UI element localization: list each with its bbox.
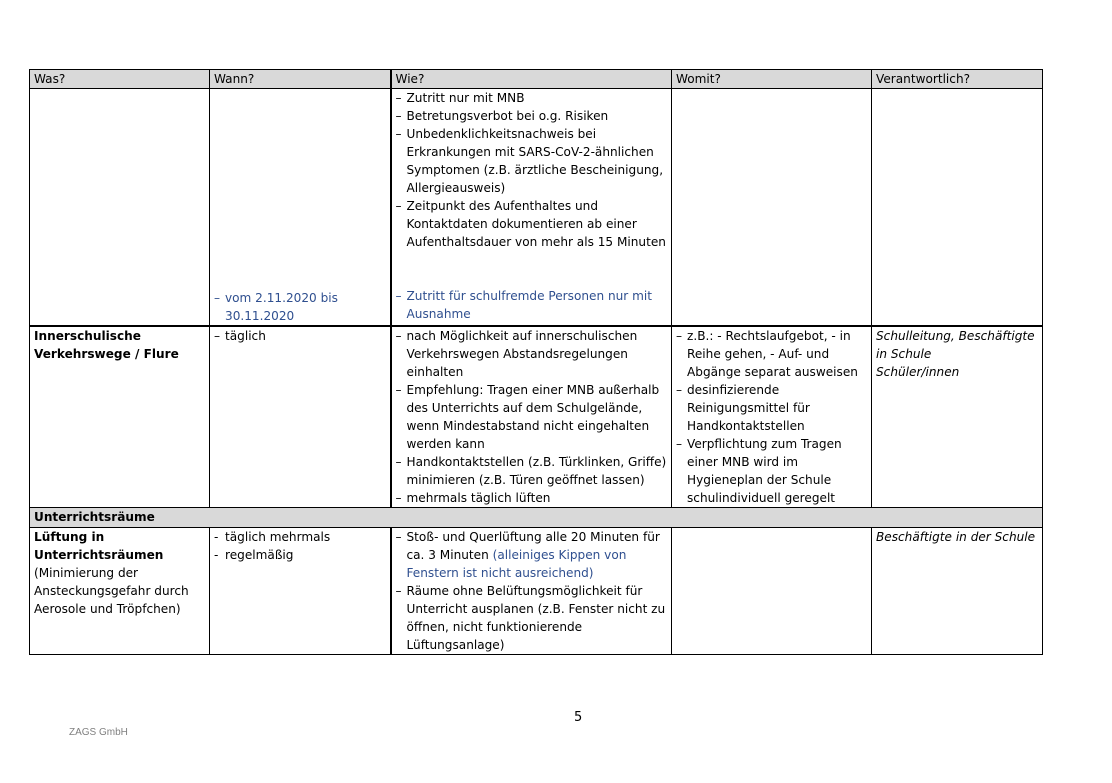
- measures-table: [29, 69, 1043, 655]
- wie-list: [396, 327, 668, 507]
- cell-womit: [672, 89, 872, 326]
- header-verantwortlich: Verantwortlich?: [872, 70, 1043, 89]
- cell-wie: [391, 326, 672, 508]
- spacer: [396, 251, 668, 287]
- cell-wie: [391, 528, 672, 655]
- list-item: – täglich: [214, 327, 386, 345]
- responsible-line: Schüler/innen: [876, 364, 960, 379]
- wann-list: [214, 289, 386, 325]
- was-title: Lüftung in Unterrichtsräumen: [34, 530, 164, 562]
- list-item: – mehrmals täglich lüften: [396, 489, 668, 507]
- wann-list: [214, 528, 386, 564]
- section-row: [30, 508, 1043, 528]
- cell-was: [30, 528, 210, 655]
- list-item: – vom 2.11.2020 bis 30.11.2020: [214, 289, 386, 325]
- womit-list: [676, 327, 867, 507]
- cell-wann: [210, 326, 391, 508]
- cell-womit: [672, 528, 872, 655]
- header-was: Was?: [30, 70, 210, 89]
- page-number: 5: [574, 710, 583, 725]
- cell-wann: [210, 528, 391, 655]
- table-row: [30, 89, 1043, 326]
- header-womit: Womit?: [672, 70, 872, 89]
- was-note: (Minimierung der Ansteckungsgefahr durch Aerosole und Tröpfchen): [34, 566, 189, 616]
- list-item: – Handkontaktstellen (z.B. Türklinken, Griffe) minimieren (z.B. Türen geöffnet lassen): [396, 453, 668, 489]
- cell-verantwortlich: [872, 326, 1043, 508]
- list-item: – Räume ohne Belüftungsmöglichkeit für Unterricht ausplanen (z.B. Fenster nicht zu öffnen, nicht funktionierende Lüftungsanlage): [396, 582, 668, 654]
- list-item: – Zutritt für schulfremde Personen nur mit Ausnahme: [396, 287, 668, 323]
- list-item: – nach Möglichkeit auf innerschulischen Verkehrswegen Abstandsregelungen einhalten: [396, 327, 668, 381]
- wie-text: Stoß- und Querlüftung alle 20 Minuten für ca. 3 Minuten: [406, 530, 660, 562]
- wie-list: [396, 89, 668, 251]
- responsible-line: Schulleitung, Beschäftigte in Schule: [876, 328, 1035, 361]
- wann-list: [214, 327, 386, 345]
- wie-list: [396, 528, 668, 654]
- cell-verantwortlich: Beschäftigte in der Schule: [872, 528, 1043, 655]
- list-item: - regelmäßig: [214, 546, 386, 564]
- table-header-row: [30, 70, 1043, 89]
- cell-was: [30, 89, 210, 326]
- list-item: – Zutritt nur mit MNB: [396, 89, 668, 107]
- list-item: – Unbedenklichkeitsnachweis bei Erkrankungen mit SARS-CoV-2-ähnlichen Symptomen (z.B. ärztliche Bescheinigung, Allergieausweis): [396, 125, 668, 197]
- list-item: – Zeitpunkt des Aufenthaltes und Kontaktdaten dokumentieren ab einer Aufenthaltsdauer von mehr als 15 Minuten: [396, 197, 668, 251]
- header-wie: Wie?: [391, 70, 672, 89]
- cell-wie: [391, 89, 672, 326]
- list-item: – desinfizierende Reinigungsmittel für Handkontaktstellen: [676, 381, 867, 435]
- footer-company: ZAGS GmbH: [69, 727, 128, 738]
- section-title: Unterrichtsräume: [30, 508, 1043, 528]
- wie-list-blue: [396, 287, 668, 323]
- cell-was: Innerschulische Verkehrswege / Flure: [30, 326, 210, 508]
- table-row: [30, 528, 1043, 655]
- list-item: [396, 528, 668, 582]
- list-item: – Verpflichtung zum Tragen einer MNB wird im Hygieneplan der Schule schulindividuell geregelt: [676, 435, 867, 507]
- table-row: [30, 326, 1043, 508]
- wie-note-blue: (alleiniges Kippen von Fenstern ist nicht ausreichend): [406, 548, 627, 580]
- list-item: – z.B.: - Rechtslaufgebot, - in Reihe gehen, - Auf- und Abgänge separat ausweisen: [676, 327, 867, 381]
- cell-verantwortlich: [872, 89, 1043, 326]
- list-item: – Betretungsverbot bei o.g. Risiken: [396, 107, 668, 125]
- cell-womit: [672, 326, 872, 508]
- list-item: – Empfehlung: Tragen einer MNB außerhalb des Unterrichts auf dem Schulgelände, wenn Mindestabstand nicht eingehalten werden kann: [396, 381, 668, 453]
- cell-wann: [210, 89, 391, 326]
- header-wann: Wann?: [210, 70, 391, 89]
- list-item: - täglich mehrmals: [214, 528, 386, 546]
